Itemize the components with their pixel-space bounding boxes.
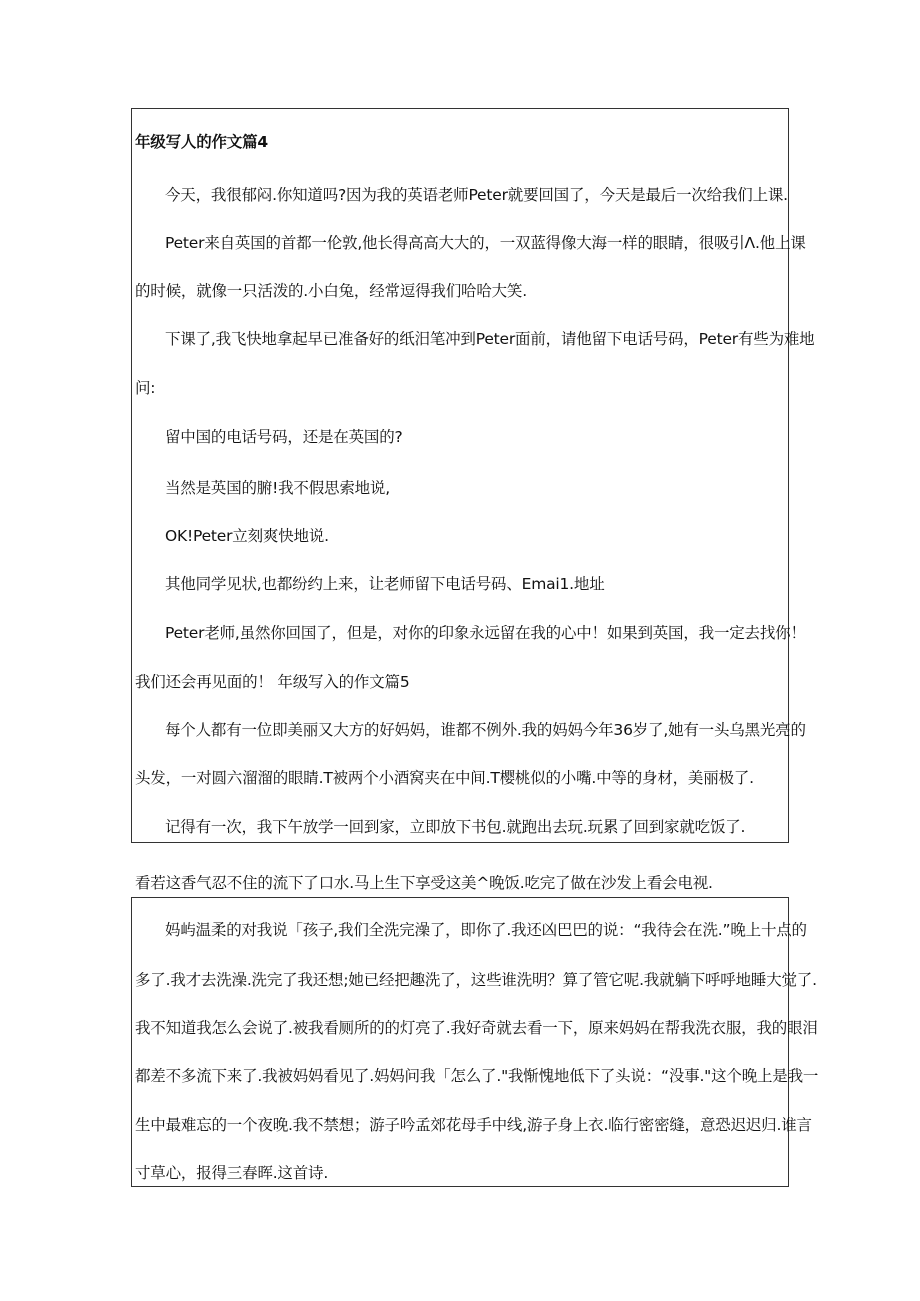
paragraph-line: 多了.我才去洗澡.洗完了我还想;她已经把趣洗了，这些谁洗明？算了管它呢.我就躺下呼呼地睡大觉了. [135,971,817,989]
paragraph-line: Peter老师,虽然你回国了，但是，对你的印象永远留在我的心中！如果到英国，我一定去找你！ [165,624,806,642]
text-box-bottom [131,897,789,1187]
paragraph-line: 头发，一对圆六溜溜的眼睛.T被两个小酒窝夹在中间.T樱桃似的小嘴.中等的身材，美丽极了. [135,769,754,787]
paragraph-line: 留中国的电话号码，还是在英国的? [165,428,403,446]
paragraph-line: 问: [135,379,156,397]
paragraph-line: 下课了,我飞快地拿起早已准备好的纸汨笔冲到Peter面前，请他留下电话号码，Peter有些为难地 [165,330,815,348]
paragraph-line: Peter来自英国的首都一伦敦,他长得高高大大的，一双蓝得像大海一样的眼睛，很吸引Λ.他上课 [165,234,806,252]
paragraph-line: 其他同学见状,也都纷约上来，让老师留下电话号码、Emai1.地址 [165,575,605,593]
paragraph-line: 寸草心，报得三春晖.这首诗. [135,1164,329,1182]
paragraph-line: 我不知道我怎么会说了.被我看厕所的的灯亮了.我好奇就去看一下，原来妈妈在帮我洗衣服，我的眼泪 [135,1019,818,1037]
paragraph-line: 今天，我很郁闷.你知道吗?因为我的英语老师Peter就要回国了，今天是最后一次给我们上课. [165,186,788,204]
paragraph-line: OK!Peter立刻爽快地说. [165,527,329,545]
paragraph-line: 当然是英国的腑!我不假思索地说, [165,479,390,497]
paragraph-line: 都差不多流下来了.我被妈妈看见了.妈妈问我「怎么了."我惭愧地低下了头说：“没事."这个晚上是我一 [135,1067,819,1085]
paragraph-line: 记得有一次，我下午放学一回到家，立即放下书包.就跑出去玩.玩累了回到家就吃饭了. [165,818,746,836]
paragraph-line: 生中最难忘的一个夜晚.我不禁想；游子吟孟郊花母手中线,游子身上衣.临行密密缝，意恐迟迟归.谁言 [135,1116,812,1134]
paragraph-line: 每个人都有一位即美丽又大方的好妈妈，谁都不例外.我的妈妈今年36岁了,她有一头乌黑光亮的 [165,721,806,739]
essay-heading-5: 我们还会再见面的！ 年级写入的作文篇5 [135,673,410,691]
between-boxes-text: 看若这香气忍不住的流下了口水.马上生下享受这美^晚饭.吃完了做在沙发上看会电视. [135,874,713,892]
essay-heading-4: 年级写人的作文篇4 [135,133,268,151]
paragraph-line: 的时候，就像一只活泼的.小白兔，经常逗得我们哈哈大笑. [135,282,527,300]
paragraph-line: 妈屿温柔的对我说「孩子,我们全洗完澡了，即你了.我还凶巴巴的说：“我待会在洗.”晚上十点的 [165,921,807,939]
